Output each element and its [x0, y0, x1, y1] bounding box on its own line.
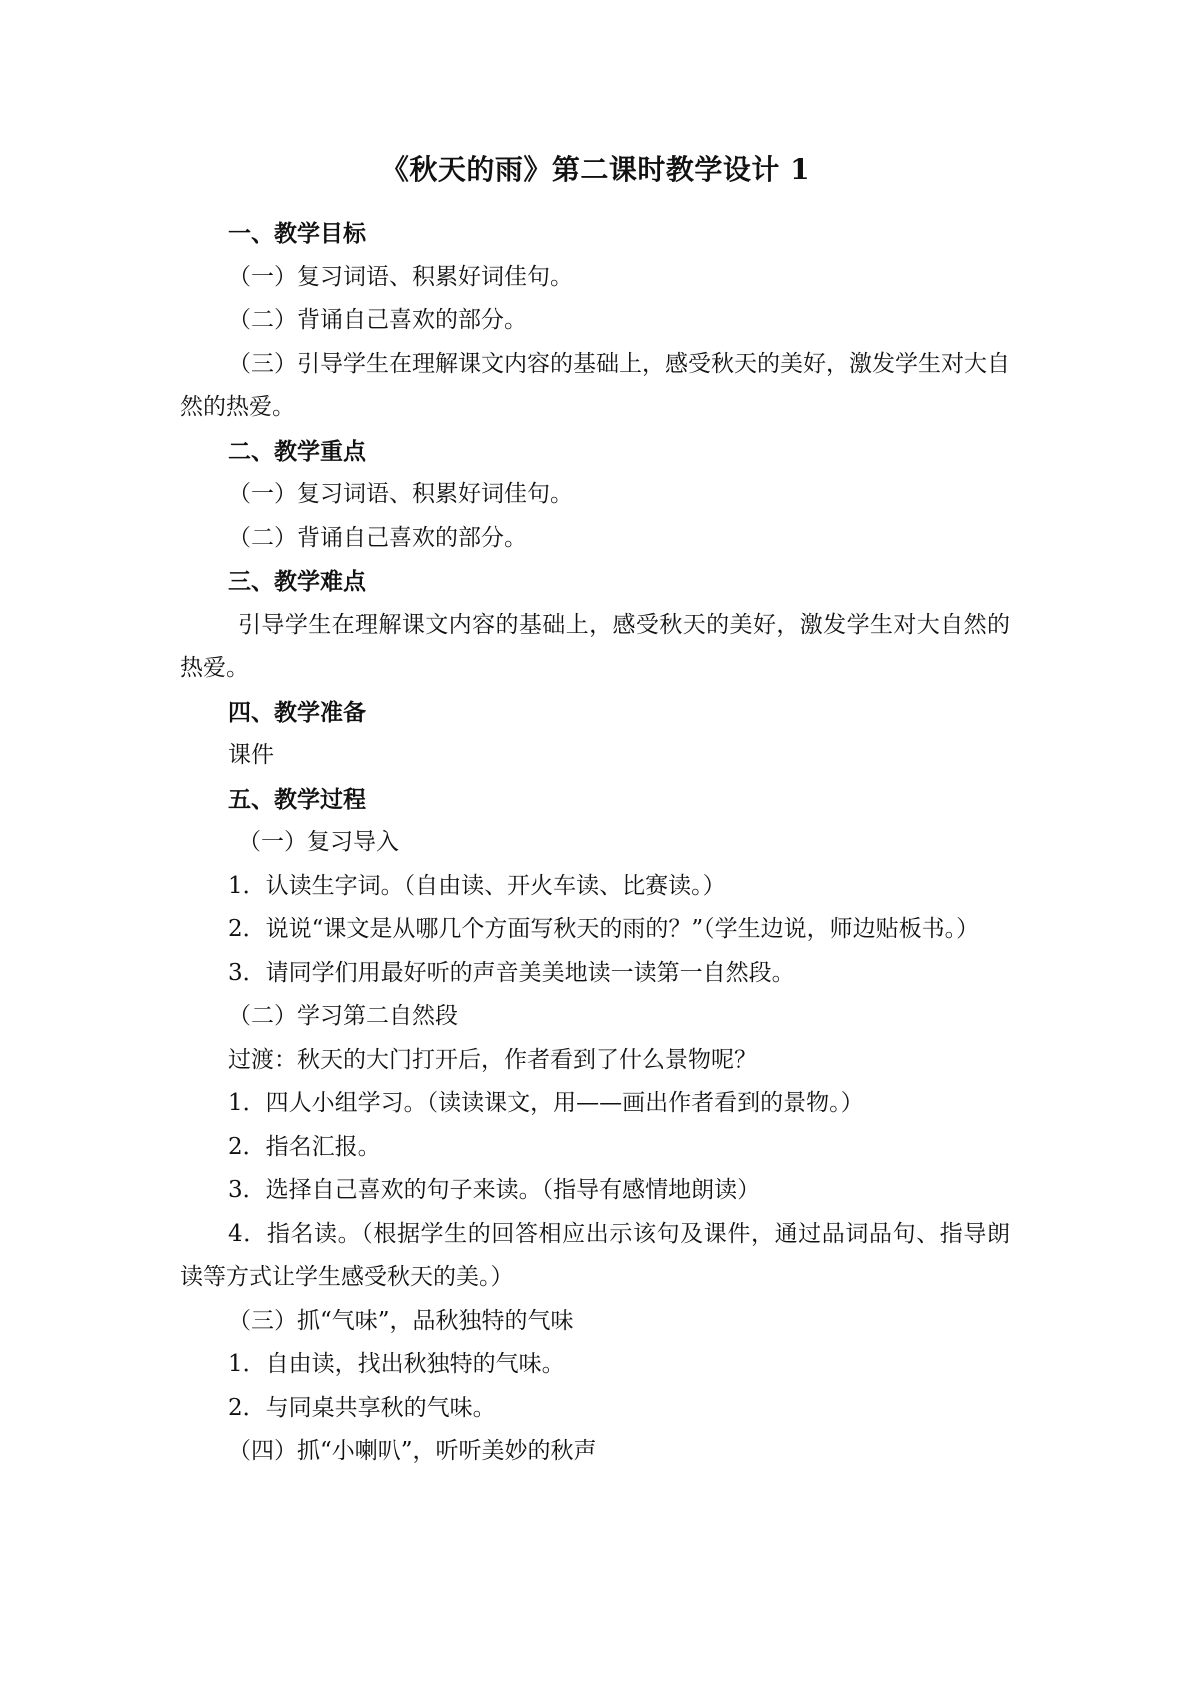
section-heading-process: 五、教学过程	[228, 785, 366, 813]
key-point-2: （二）背诵自己喜欢的部分。	[228, 524, 527, 551]
process-item: 1．自由读，找出秋独特的气味。	[228, 1351, 565, 1377]
process-item: 2．说说“课文是从哪几个方面写秋天的雨的？”（学生边说，师边贴板书。）	[228, 916, 980, 942]
key-point-1: （一）复习词语、积累好词佳句。	[228, 481, 573, 507]
objective-2: （二）背诵自己喜欢的部分。	[228, 307, 527, 333]
process-item: 4．指名读。（根据学生的回答相应出示该句及课件，通过品词品句、指导朗读等方式让学生感受秋天的美。）	[180, 1220, 1010, 1290]
process-step-paragraph-two: （二）学习第二自然段	[228, 1003, 458, 1029]
section-heading-difficulties: 三、教学难点	[228, 568, 366, 595]
process-step-sound: （四）抓“小喇叭”，听听美妙的秋声	[228, 1438, 597, 1464]
section-heading-objectives: 一、教学目标	[228, 220, 366, 247]
process-item: 1．认读生字词。（自由读、开火车读、比赛读。）	[228, 872, 726, 899]
document-title: 《秋天的雨》第二课时教学设计 1	[380, 153, 811, 186]
process-step-smell: （三）抓“气味”，品秋独特的气味	[228, 1307, 574, 1334]
preparation-text: 课件	[228, 742, 274, 768]
process-item: 2．指名汇报。	[228, 1133, 381, 1160]
process-item: 3．请同学们用最好听的声音美美地读一读第一自然段。	[228, 959, 795, 986]
difficulty-text: 引导学生在理解课文内容的基础上，感受秋天的美好，激发学生对大自然的热爱。	[180, 611, 1010, 681]
objective-3: （三）引导学生在理解课文内容的基础上，感受秋天的美好，激发学生对大自然的热爱。	[180, 350, 1010, 420]
transition-text: 过渡：秋天的大门打开后，作者看到了什么景物呢？	[228, 1046, 757, 1073]
objective-1: （一）复习词语、积累好词佳句。	[228, 263, 573, 290]
document-body	[180, 212, 1010, 1474]
process-item: 2．与同桌共享秋的气味。	[228, 1394, 496, 1421]
section-heading-key-points: 二、教学重点	[228, 437, 366, 465]
process-item: 3．选择自己喜欢的句子来读。（指导有感情地朗读）	[228, 1177, 761, 1203]
section-heading-preparation: 四、教学准备	[228, 698, 366, 726]
process-item: 1．四人小组学习。（读读课文，用——画出作者看到的景物。）	[228, 1090, 864, 1116]
process-step-review: （一）复习导入	[238, 829, 399, 855]
